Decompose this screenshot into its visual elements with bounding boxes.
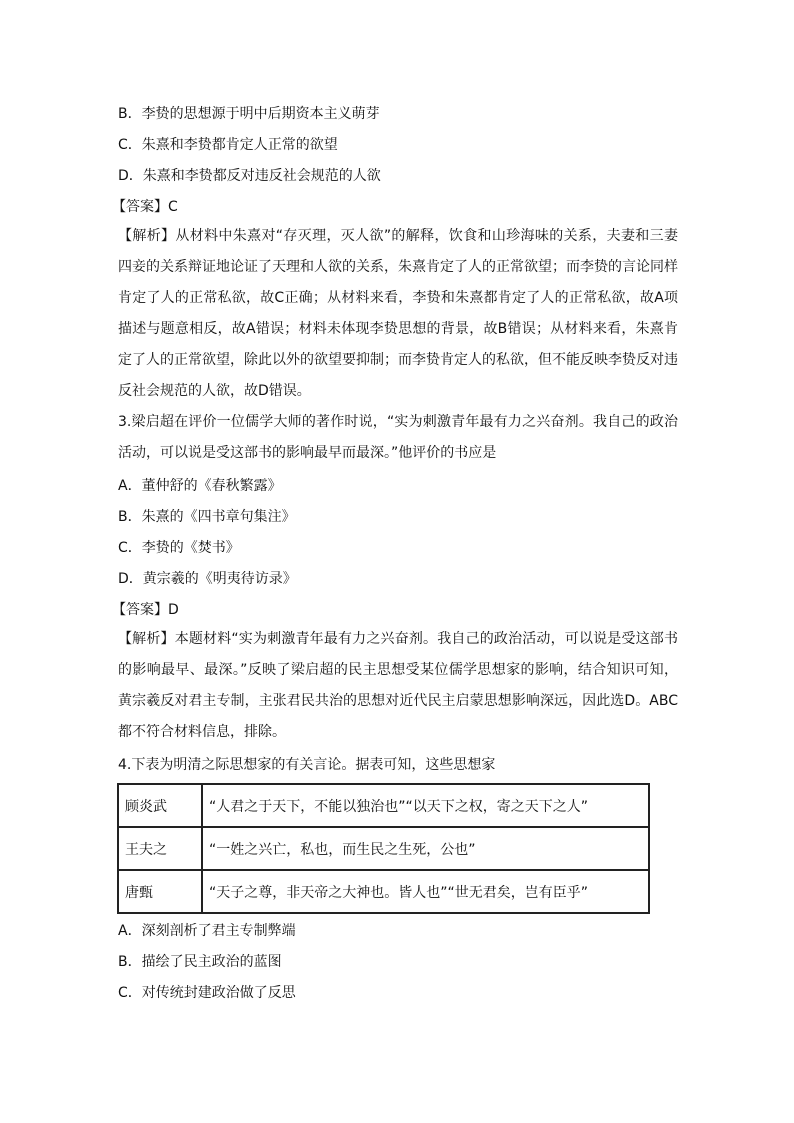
q2-option-d: D．朱熹和李贽都反对违反社会规范的人欲 (118, 168, 381, 184)
q3-analysis: 【解析】本题材料“实为刺激青年最有力之兴奋剂。我自己的政治活动，可以说是受这部书的影响最早、最深。”反映了梁启超的民主思想受某位儒学思想家的影响，结合知识可知，黄宗羲反对君主专制，主张君民共治的思想对近代民主启蒙思想影响深远，因此选D。ABC都不符合材料信息，排除。 (118, 631, 678, 740)
q3-option-b: B．朱熹的《四书章句集注》 (118, 509, 296, 525)
q3-answer: 【答案】D (112, 602, 179, 618)
table-row (118, 827, 649, 870)
q4-option-a: A．深刻剖析了君主专制弊端 (118, 923, 296, 939)
q3-option-c: C．李贽的《焚书》 (118, 540, 240, 556)
thinker-quote: “一姓之兴亡，私也，而生民之生死，公也” (202, 827, 649, 870)
thinker-name: 王夫之 (118, 827, 202, 870)
q2-analysis: 【解析】从材料中朱熹对“存灭理，灭人欲”的解释，饮食和山珍海味的关系，夫妻和三妻四妾的关系辩证地论证了天理和人欲的关系，朱熹肯定了人的正常欲望；而李贽的言论同样肯定了人的正常私欲，故C正确；从材料来看，李贽和朱熹都肯定了人的正常私欲，故A项描述与题意相反，故A错误；材料未体现李贽思想的背景，故B错误；从材料来看，朱熹肯定了人的正常欲望，除此以外的欲望要抑制；而李贽肯定人的私欲，但不能反映李贽反对违反社会规范的人欲，故D错误。 (118, 228, 678, 399)
q4-stem: 4.下表为明清之际思想家的有关言论。据表可知，这些思想家 (118, 757, 496, 773)
q2-option-b: B．李贽的思想源于明中后期资本主义萌芽 (118, 106, 380, 122)
table-row (118, 784, 649, 827)
q3-option-a: A．董仲舒的《春秋繁露》 (118, 478, 282, 494)
thinker-name: 顾炎武 (118, 784, 202, 827)
q2-answer: 【答案】C (112, 199, 178, 215)
q3-option-d: D．黄宗羲的《明夷待访录》 (118, 571, 297, 587)
q4-option-b: B．描绘了民主政治的蓝图 (118, 954, 282, 970)
q3-stem: 3.梁启超在评价一位儒学大师的著作时说，“实为刺激青年最有力之兴奋剂。我自己的政治活动，可以说是受这部书的影响最早而最深。”他评价的书应是 (118, 414, 678, 461)
table-row (118, 870, 649, 913)
q4-quote-table (117, 783, 650, 914)
thinker-quote: “天子之尊，非天帝之大神也。皆人也”“世无君矣，岂有臣乎” (202, 870, 649, 913)
thinker-name: 唐甄 (118, 870, 202, 913)
q4-option-c: C．对传统封建政治做了反思 (118, 985, 296, 1001)
thinker-quote: “人君之于天下，不能以独治也”“以天下之权，寄之天下之人” (202, 784, 649, 827)
q2-option-c: C．朱熹和李贽都肯定人正常的欲望 (118, 137, 338, 153)
